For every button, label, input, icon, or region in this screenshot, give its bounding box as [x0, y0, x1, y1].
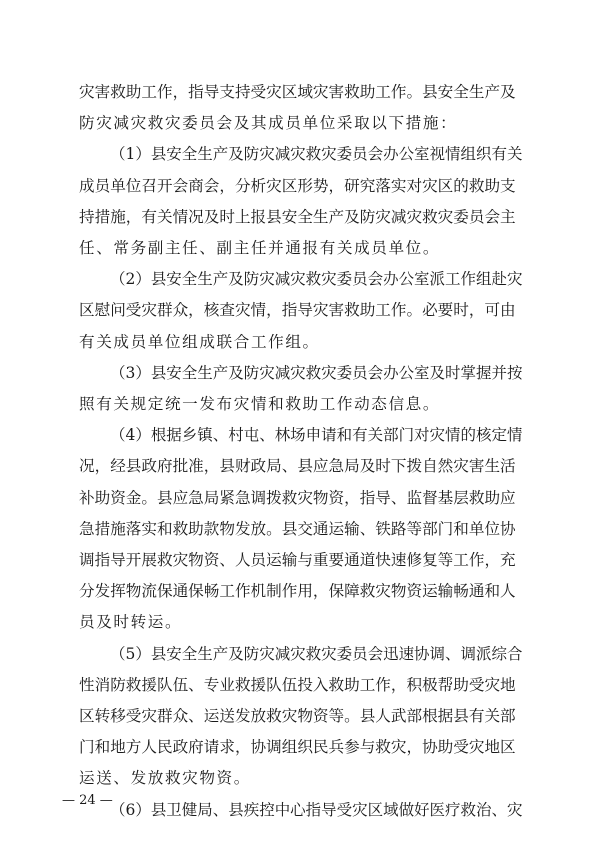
text-line: （3）县安全生产及防灾减灾救灾委员会办公室及时掌握并按: [110, 363, 523, 382]
text-line: 性消防救援队伍、专业救援队伍投入救助工作，积极帮助受灾地: [79, 675, 516, 694]
text-line: 有关成员单位组成联合工作组。: [79, 332, 320, 351]
text-line: 照有关规定统一发布灾情和救助工作动态信息。: [79, 395, 441, 413]
text-line: 急措施落实和救助款物发放。县交通运输、铁路等部门和单位协: [79, 519, 516, 538]
text-line: （2）县安全生产及防灾减灾救灾委员会办公室派工作组赴灾: [110, 270, 523, 289]
text-line: （4）根据乡镇、村屯、林场申请和有关部门对灾情的核定情: [110, 426, 523, 445]
text-line: 况，经县政府批准，县财政局、县应急局及时下拨自然灾害生活: [79, 457, 516, 476]
text-line: 成员单位召开会商会，分析灾区形势，研究落实对灾区的救助支: [79, 176, 516, 195]
text-line: 员及时转运。: [79, 613, 183, 632]
text-line: 持措施，有关情况及时上报县安全生产及防灾减灾救灾委员会主: [79, 207, 516, 226]
text-line: （5）县安全生产及防灾减灾救灾委员会迅速协调、调派综合: [110, 644, 523, 663]
text-line: 分发挥物流保通保畅工作机制作用，保障救灾物资运输畅通和人: [79, 582, 516, 601]
text-line: 灾害救助工作，指导支持受灾区域灾害救助工作。县安全生产及: [79, 83, 516, 101]
text-line: 任、常务副主任、副主任并通报有关成员单位。: [79, 239, 441, 257]
text-line: 防灾减灾救灾委员会及其成员单位采取以下措施：: [79, 114, 458, 133]
text-line: （6）县卫健局、县疾控中心指导受灾区域做好医疗救治、灾: [110, 800, 523, 819]
text-line: 调指导开展救灾物资、人员运输与重要通道快速修复等工作，充: [79, 551, 516, 569]
text-line: （1）县安全生产及防灾减灾救灾委员会办公室视情组织有关: [110, 145, 523, 164]
page-number: — 24 —: [62, 793, 113, 808]
text-line: 区转移受灾群众、运送发放救灾物资等。县人武部根据县有关部: [79, 707, 516, 725]
text-line: 区慰问受灾群众，核查灾情，指导灾害救助工作。必要时，可由: [79, 301, 516, 320]
text-line: 补助资金。县应急局紧急调拨救灾物资，指导、监督基层救助应: [79, 488, 516, 507]
text-line: 门和地方人民政府请求，协调组织民兵参与救灾，协助受灾地区: [79, 738, 516, 757]
text-line: 运送、发放救灾物资。: [79, 769, 251, 788]
